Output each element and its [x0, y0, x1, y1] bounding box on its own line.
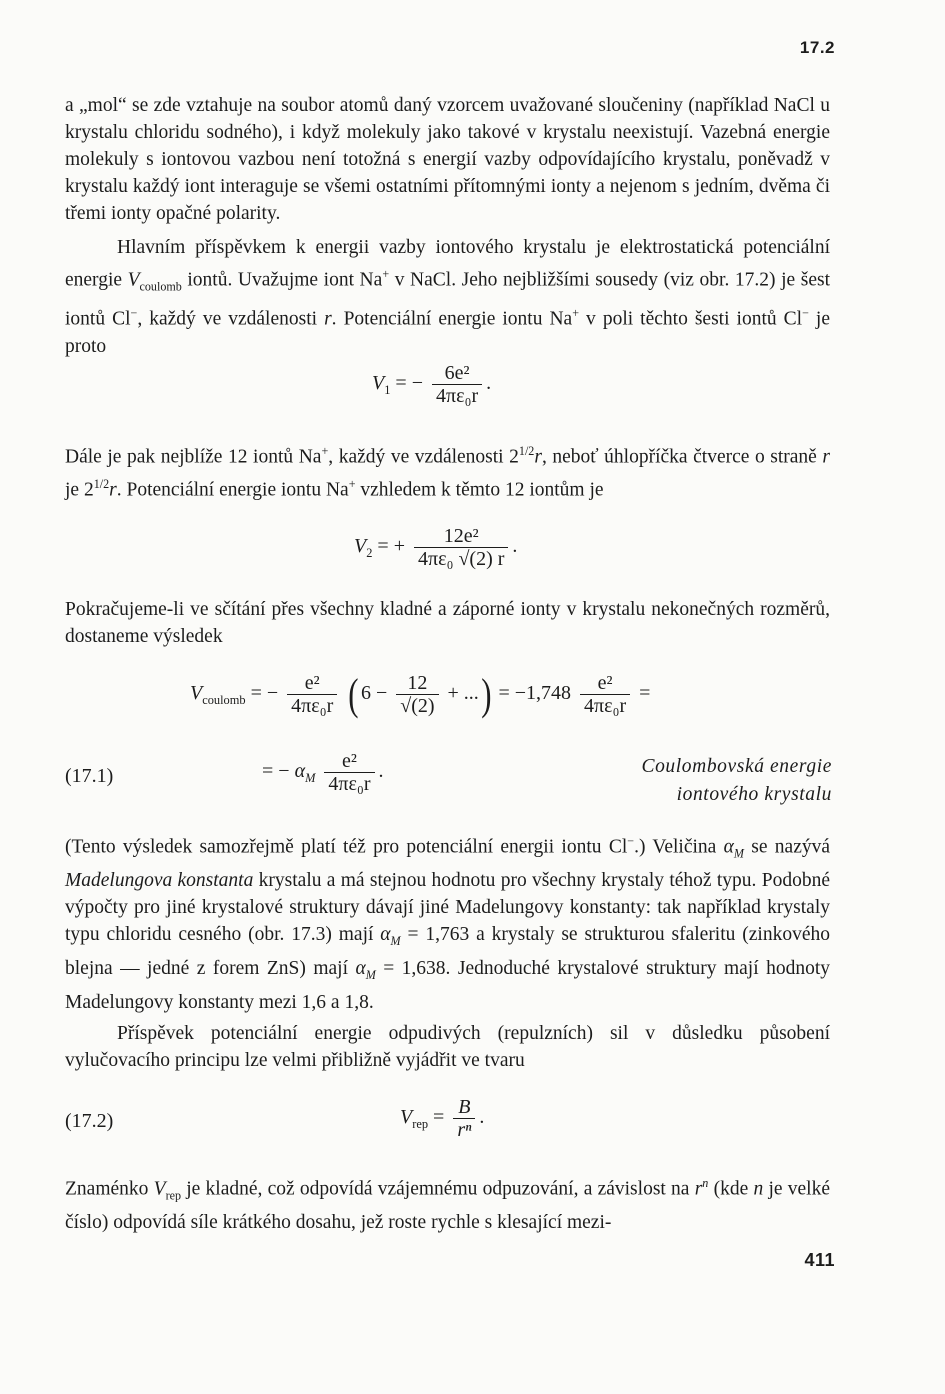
equation-v1: $V_1$ = − $\frac{\text{6e²}}{\text{4πε₀r}}$ . — [372, 362, 492, 407]
equation-17-1-caption: Coulombovská energie iontového krystalu — [641, 756, 832, 805]
equation-v2: $V_2$ = + $\frac{\text{12e²}}{\text{4πε₀ √(2) r}}$ . — [354, 525, 518, 570]
equation-17-1-label: (17.1) — [65, 765, 114, 787]
section-header: 17.2 — [799, 38, 835, 57]
page-number: 411 — [804, 1250, 835, 1270]
paragraph-twelve-ions: Dále je pak nejblíže 12 iontů Na+, každý ve vzdálenosti $2^{1/2}r$, neboť úhlopříčka čtverce o straně r je $2^{1/2}r$. Potenciální energie iontu Na+ vzhledem k těmto 12 iontům je — [65, 444, 830, 500]
paragraph-coulomb-energy: Hlavním příspěvkem k energii vazby iontového krystalu je elektrostatická potenciální energie $V_{coulomb}$ iontů. Uvažujme iont Na+ v NaCl. Jeho nejbližšími sousedy (viz obr. 17.2) je šest iontů Cl−, každý ve vzdálenosti r. Potenciální energie iontu Na+ v poli těchto šesti iontů Cl− je proto — [65, 237, 830, 357]
paragraph-summation: Pokračujeme-li ve sčítání přes všechny kladné a záporné ionty v krystalu nekonečných rozměrů, dostaneme výsledek — [65, 599, 830, 647]
paragraph-sign: Znaménko $V_{rep}$ je kladné, což odpovídá vzájemnému odpuzování, a závislost na $r^n$ (kde n je velké číslo) odpovídá síle krátkého dosahu, jež roste rychle s klesající mezi- — [65, 1176, 830, 1234]
paragraph-mol: a „mol“ se zde vztahuje na soubor atomů daný vzorcem uvažované sloučeniny (například NaCl u krystalu chloridu sodného), i když molekuly jako takové v krystalu neexistují. Vazebná energie molekuly s iontovou vazbou není totožná s energií vazby odpovídajícího krystalu, poněvadž v krystalu každý iont interaguje se všemi ostatními přítomnými ionty a nejenom s jedním, dvěma či třemi ionty opačné polarity. — [65, 95, 830, 224]
equation-v-coulomb: $V_{coulomb}$ = − $\frac{\text{e²}}{\text{4πε₀r}}$ ( 6 − $\frac{12}{√(2)}$ + ...) = −1,748 $\frac{\text{e²}}{\text{4πε₀r}}$ = — [190, 669, 651, 719]
equation-17-1: = − $\alpha_M$ $\frac{\text{e²}}{\text{4πε₀r}}$ . — [262, 750, 384, 795]
equation-17-2: $V_{rep}$ = $\frac{B}{\text{rⁿ}}$ . — [400, 1096, 485, 1141]
paragraph-madelung: (Tento výsledek samozřejmě platí též pro potenciální energii iontu Cl−.) Veličina $\alpha_M$ se nazývá Madelungova konstanta krystalu a má stejnou hodnotu pro všechny krystaly téhož typu. Podobné výpočty pro jiné krystalové struktury dávají jiné Madelungovy konstanty: tak například krystaly typu chloridu cesného (obr. 17.3) mají $\alpha_M = 1,763$ a krystaly se strukturou sfaleritu (zinkového blejna — jedné z forem ZnS) mají $\alpha_M = 1,638$. Jednoduché krystalové struktury mají hodnoty Madelungovy konstanty mezi 1,6 a 1,8. — [65, 834, 831, 1014]
equation-17-2-label: (17.2) — [65, 1110, 114, 1132]
paragraph-repulsion: Příspěvek potenciální energie odpudivých (repulzních) sil v důsledku působení vylučovacího principu lze velmi přibližně vyjádřit ve tvaru — [65, 1023, 830, 1071]
